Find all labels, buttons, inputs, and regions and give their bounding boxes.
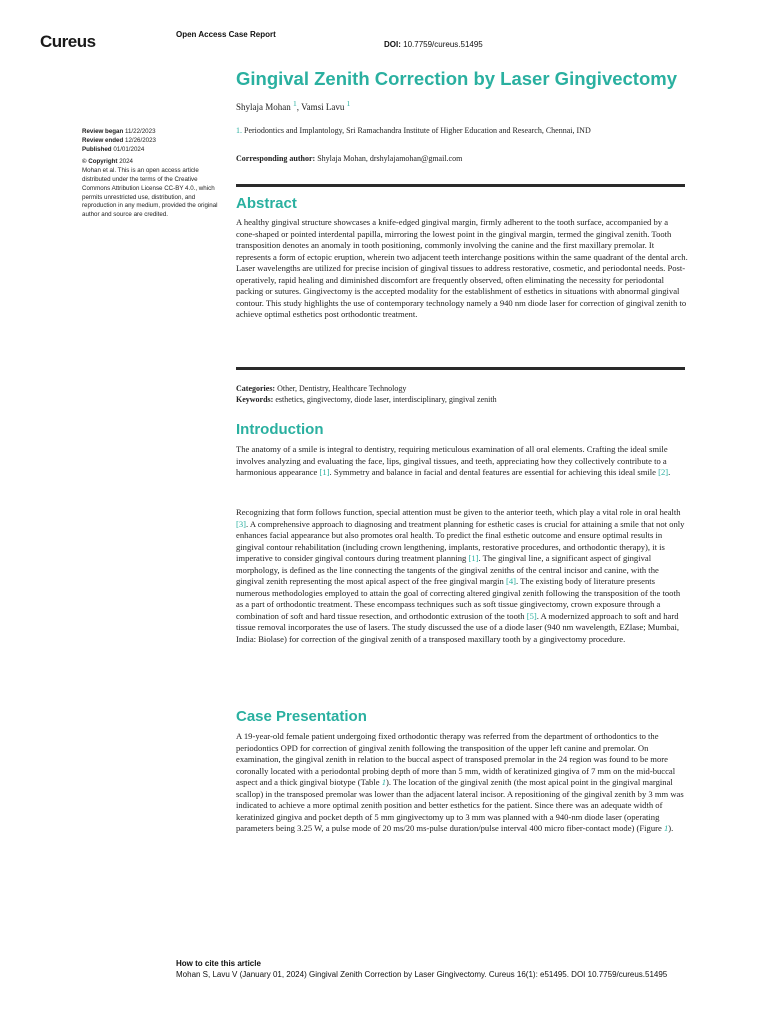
citation-link[interactable]: [3] <box>236 518 247 529</box>
citation-link[interactable]: [2] <box>658 467 669 477</box>
text-run: ). The location of the gingival zenith (the most apical point in the gingival marginal scallop) in the transposed premolar was lower than the adjacent lateral incisor. A repositioning of the gingival zenith by 3 mm was indicated to achieve a more optimal zenith position and better esthetics for the patient. Since there was an adequate width of keratinized gingiva and pocket depth of 5 mm gingivectomy up to 3 mm was planned with a 940-nm diode laser (operating parameters being 3.25 W, a pulse mode of 20 ms/20 ms-pulse duration/pulse interval 400 micro fiber-contact mode) (Figure <box>236 777 684 833</box>
intro-paragraph-2 <box>236 507 688 645</box>
author-list: Shylaja Mohan $^1$, Vamsi Lavu $^1$ <box>236 99 351 112</box>
article-metadata <box>236 384 688 405</box>
figure-link[interactable]: 1 <box>663 823 669 833</box>
text-run: . <box>668 467 671 477</box>
review-ended-label: Review ended <box>82 136 124 144</box>
categories-label: Categories: <box>236 384 276 393</box>
citation-link[interactable]: [5] <box>526 610 537 621</box>
case-paragraph-1 <box>236 731 688 835</box>
doi-label: DOI: <box>384 40 401 49</box>
doi-link[interactable]: 10.7759/cureus.51495 <box>403 40 483 49</box>
review-began-label: Review began <box>82 128 124 135</box>
text-run: . The existing body of literature presents numerous methodologies employed to attain the goal of correcting altered gingival zenith following the transposition of the tooth as a part of orthodontic treatment. These encompass techniques such as soft tissue gingivectomy, crown exposure through a combination of soft and hard tissue resection, and orthodontic extrusion of the tooth <box>236 576 681 621</box>
introduction-heading: Introduction <box>236 421 324 438</box>
author-name[interactable]: Shylaja Mohan <box>236 102 291 112</box>
text-run: . A modernized approach to soft and hard tissue removal incorporates the use of lasers. The study discussed the use of a diode laser (940 nm wavelength, EZlase; Mumbai, India: Biolase) for correction of the gingival zenith of a transposed maxillary tooth by a gingivectomy procedure. <box>236 610 680 644</box>
categories-value: Other, Dentistry, Healthcare Technology <box>277 384 407 393</box>
doi-line <box>384 40 483 49</box>
affiliation <box>236 126 591 135</box>
published-date: 01/01/2024 <box>113 145 145 153</box>
text-run: . A comprehensive approach to diagnosing and treatment planning for esthetic cases is crucial for attaining a smile that not only enhances facial appearance but also promotes oral health. To predict the final esthetic outcome and ensure optimal results in gingival contour rehabilitation (including crown lengthening, implants, restorative procedures, and orthodontic therapy), it is imperative to consider gingival contours during treatment planning <box>236 518 685 563</box>
author-affil-sup: 1 <box>346 99 351 108</box>
affiliation-text: Periodontics and Implantology, Sri Ramachandra Institute of Higher Education and Research, Chennai, IND <box>244 126 591 135</box>
publication-sidebar <box>82 128 222 220</box>
citation-footer <box>176 959 667 980</box>
divider <box>236 184 685 187</box>
text-run: A 19-year-old female patient undergoing fixed orthodontic therapy was referred from the department of orthodontics to the periodontics OPD for correction of gingival zenith following the transposition of the upper left canine and premolar. On examination, the gingival zenith in relation to the buccal aspect of transposed premolar in the 24 region was found to be more coronally located with a periodontal probing depth of more than 5 mm, width of keratinized gingiva of 7 mm on the mid-buccal aspect and a thick gingival biotype (Table <box>236 731 676 787</box>
review-began-date: 11/22/2023 <box>125 128 156 135</box>
corresponding-text: Shylaja Mohan, drshylajamohan@gmail.com <box>317 154 463 163</box>
divider <box>236 367 685 370</box>
keywords-value: esthetics, gingivectomy, diode laser, interdisciplinary, gingival zenith <box>275 394 497 404</box>
review-ended-date: 12/26/2023 <box>125 136 156 144</box>
cite-label: How to cite this article <box>176 959 261 968</box>
affiliation-number: 1. <box>236 126 242 135</box>
case-presentation-heading: Case Presentation <box>236 708 367 725</box>
text-run: . The gingival line, a significant aspect of gingival morphology, is defined as the line connecting the tangents of the gingival zeniths of the central incisor and canine, with the gingival zenith representing the most apical aspect of the free gingival margin <box>236 553 659 586</box>
journal-logo: Cureus <box>40 32 96 51</box>
text-run: . Symmetry and balance in facial and dental features are essential for achieving this ideal smile <box>329 467 659 477</box>
license-text: Mohan et al. This is an open access article distributed under the terms of the Creative Commons Attribution License CC-BY 4.0., which permits unrestricted use, distribution, and reproduction in any medium, provided the original author and source are credited. <box>82 167 218 219</box>
copyright-year: 2024 <box>119 158 133 166</box>
article-type: Open Access Case Report <box>176 30 276 39</box>
citation-link[interactable]: [1] <box>468 553 479 563</box>
article-title: Gingival Zenith Correction by Laser Gingivectomy <box>236 68 678 89</box>
intro-paragraph-1 <box>236 444 688 479</box>
citation-link[interactable]: [1] <box>319 467 330 477</box>
text-run: Recognizing that form follows function, special attention must be given to the anterior teeth, which play a vital role in oral health <box>236 507 681 517</box>
author-name[interactable]: Vamsi Lavu <box>301 102 345 112</box>
table-link[interactable]: 1 <box>381 777 386 787</box>
copyright-label: © Copyright <box>82 158 118 166</box>
text-run: ). <box>668 823 674 833</box>
cite-text: Mohan S, Lavu V (January 01, 2024) Gingival Zenith Correction by Laser Gingivectomy. Cureus 16(1): e51495. DOI 10.7759/cureus.51495 <box>176 969 668 979</box>
citation-link[interactable]: [4] <box>505 576 517 586</box>
keywords-label: Keywords: <box>236 394 274 404</box>
abstract-text: A healthy gingival structure showcases a knife-edged gingival margin, firmly adherent to the tooth surface, accompanied by a cone-shaped or pointed interdental papilla, mirroring the lowest point in the gingival margin, termed the gingival zenith. Tooth transposition denotes an anomaly in tooth positioning, commonly involving the canine and the first maxillary premolar. It represents a form of ectopic eruption, wherein two adjacent teeth interchange positions within the same quadrant of the dental arch. Laser wavelengths are utilized for precise incision of gingival tissues to address restorative, cosmetic, and periodontal needs. Post-operatively, rapid healing and diminished discomfort are frequently observed, often eliminating the necessity for periodontal packing or sutures. Gingivectomy is the accepted modality for the establishment of esthetics in situations with abnormal gingival contour. This study highlights the use of contemporary technology namely a 940 nm diode laser for correction of gingival zenith to achieve optimal esthetics post orthodontic treatment. <box>236 217 688 319</box>
abstract-heading: Abstract <box>236 195 297 212</box>
author-affil-sup: 1 <box>293 99 297 108</box>
published-label: Published <box>82 145 112 153</box>
text-run: The anatomy of a smile is integral to dentistry, requiring meticulous examination of all oral elements. Crafting the ideal smile involves analyzing and evaluating the face, lips, gingival tissues, and teeth, appreciating how they collectively contribute to a harmonious appearance <box>236 444 668 477</box>
corresponding-author <box>236 154 462 163</box>
corresponding-label: Corresponding author: <box>236 154 316 163</box>
